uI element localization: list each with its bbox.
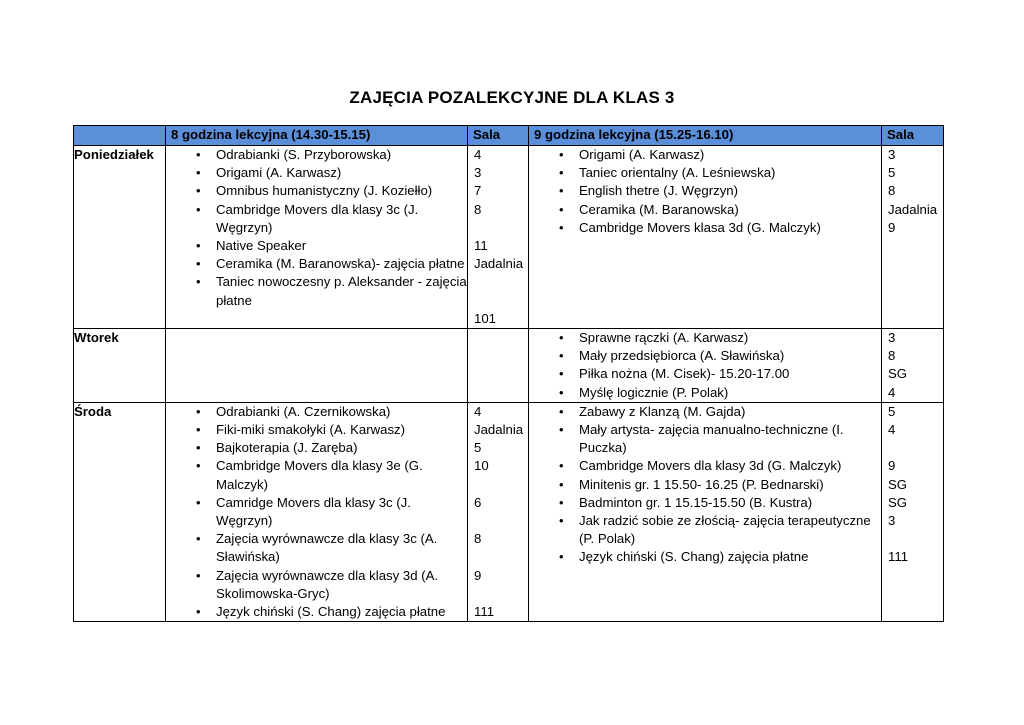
activity-item: • Origami (A. Karwasz) bbox=[166, 164, 467, 182]
room-number: 101 bbox=[474, 310, 497, 326]
room-number: Jadalnia bbox=[888, 201, 938, 217]
room-number: Jadalnia bbox=[474, 256, 524, 272]
slot9-rooms-list bbox=[882, 403, 943, 567]
room-number: 8 bbox=[474, 531, 482, 547]
slot8-activities-cell bbox=[166, 328, 468, 402]
slot9-activities-cell bbox=[529, 146, 882, 329]
room-number: 7 bbox=[474, 183, 482, 199]
activity-item: • Jak radzić sobie ze złością- zajęcia terapeutyczne (P. Polak) bbox=[529, 512, 881, 548]
slot8-activities-list bbox=[166, 146, 467, 310]
header-slot8: 8 godzina lekcyjna (14.30-15.15) bbox=[166, 126, 468, 146]
room-number: 9 bbox=[474, 567, 482, 583]
header-day bbox=[74, 126, 166, 146]
day-name: Wtorek bbox=[74, 328, 166, 402]
activity-item: • Ceramika (M. Baranowska) bbox=[529, 201, 881, 219]
activity-item: • Ceramika (M. Baranowska)- zajęcia płatne bbox=[166, 255, 467, 273]
room-number: 111 bbox=[888, 549, 909, 565]
activity-item: • Camridge Movers dla klasy 3c (J. Węgrzyn) bbox=[166, 494, 467, 530]
slot9-rooms-cell bbox=[882, 402, 944, 621]
slot9-activities-cell bbox=[529, 328, 882, 402]
slot9-rooms-cell bbox=[882, 328, 944, 402]
activity-item: • Omnibus humanistyczny (J. Koziełło) bbox=[166, 182, 467, 200]
slot8-rooms-list bbox=[468, 403, 528, 621]
room-number bbox=[888, 439, 943, 457]
activity-item: • Cambridge Movers klasa 3d (G. Malczyk) bbox=[529, 219, 881, 237]
slot8-rooms-list bbox=[468, 146, 528, 328]
activity-item: • Zajęcia wyrównawcze dla klasy 3c (A. Sławińska) bbox=[166, 530, 467, 566]
activity-item: • Cambridge Movers dla klasy 3e (G. Malczyk) bbox=[166, 457, 467, 493]
activity-item: • Minitenis gr. 1 15.50- 16.25 (P. Bednarski) bbox=[529, 476, 881, 494]
room-number bbox=[474, 476, 528, 494]
slot8-activities-cell bbox=[166, 402, 468, 621]
activity-item: • Piłka nożna (M. Cisek)- 15.20-17.00 bbox=[529, 365, 881, 383]
activity-item: • Mały artysta- zajęcia manualno-techniczne (I. Puczka) bbox=[529, 421, 881, 457]
header-slot9: 9 godzina lekcyjna (15.25-16.10) bbox=[529, 126, 882, 146]
room-number bbox=[474, 548, 528, 566]
day-row bbox=[74, 328, 944, 402]
activity-item: • Origami (A. Karwasz) bbox=[529, 146, 881, 164]
room-number: 4 bbox=[474, 147, 482, 162]
page-title: ZAJĘCIA POZALEKCYJNE DLA KLAS 3 bbox=[349, 88, 675, 107]
activity-item: • Taniec nowoczesny p. Aleksander - zajęcia płatne bbox=[166, 273, 467, 309]
room-number: 9 bbox=[888, 219, 896, 235]
room-number: 3 bbox=[888, 329, 896, 345]
activity-item: • Cambridge Movers dla klasy 3d (G. Malczyk) bbox=[529, 457, 881, 475]
day-name: Środa bbox=[74, 402, 166, 621]
activity-item: • Język chiński (S. Chang) zajęcia płatne bbox=[166, 603, 467, 621]
activity-item: • Myślę logicznie (P. Polak) bbox=[529, 384, 881, 402]
slot9-rooms-list bbox=[882, 146, 943, 237]
slot8-rooms-cell bbox=[468, 402, 529, 621]
schedule-table bbox=[73, 125, 944, 622]
room-number: 5 bbox=[474, 440, 482, 456]
room-number: 6 bbox=[474, 494, 482, 510]
activity-item: • English thetre (J. Węgrzyn) bbox=[529, 182, 881, 200]
room-number: 10 bbox=[474, 458, 489, 474]
room-number: 5 bbox=[888, 403, 896, 419]
activity-item: • Sprawne rączki (A. Karwasz) bbox=[529, 329, 881, 347]
room-number: 3 bbox=[474, 165, 482, 181]
room-number: 11 bbox=[474, 238, 488, 253]
header-room8: Sala bbox=[468, 126, 529, 146]
room-number: Jadalnia bbox=[474, 422, 524, 437]
slot9-activities-list bbox=[529, 403, 881, 567]
slot9-rooms-list bbox=[882, 329, 943, 402]
header-room9: Sala bbox=[882, 126, 944, 146]
slot9-activities-list bbox=[529, 146, 881, 237]
room-number: SG bbox=[888, 494, 908, 510]
room-number: 4 bbox=[888, 384, 896, 400]
activity-item: • Zajęcia wyrównawcze dla klasy 3d (A. Skolimowska-Gryc) bbox=[166, 567, 467, 603]
room-number bbox=[474, 273, 528, 291]
activity-item: • Odrabianki (S. Przyborowska) bbox=[166, 146, 467, 164]
slot8-rooms-cell bbox=[468, 328, 529, 402]
activity-item: • Bajkoterapia (J. Zaręba) bbox=[166, 439, 467, 457]
room-number: 8 bbox=[888, 348, 896, 364]
slot8-rooms-cell bbox=[468, 146, 529, 329]
room-number bbox=[474, 292, 528, 310]
room-number: 5 bbox=[888, 165, 896, 181]
room-number bbox=[888, 530, 943, 548]
room-number: 111 bbox=[474, 603, 495, 619]
room-number: 4 bbox=[474, 403, 482, 419]
activity-item: • Badminton gr. 1 15.15-15.50 (B. Kustra) bbox=[529, 494, 881, 512]
room-number: 3 bbox=[888, 513, 896, 528]
room-number: SG bbox=[888, 366, 908, 382]
activity-item: • Zabawy z Klanzą (M. Gajda) bbox=[529, 403, 881, 421]
room-number: 4 bbox=[888, 422, 896, 437]
slot9-activities-cell bbox=[529, 402, 882, 621]
activity-item: • Native Speaker bbox=[166, 237, 467, 255]
room-number: 9 bbox=[888, 458, 896, 474]
activity-item: • Taniec orientalny (A. Leśniewska) bbox=[529, 164, 881, 182]
room-number: SG bbox=[888, 476, 908, 492]
slot9-activities-list bbox=[529, 329, 881, 402]
room-number: 3 bbox=[888, 147, 896, 162]
day-row bbox=[74, 402, 944, 621]
activity-item: • Fiki-miki smakołyki (A. Karwasz) bbox=[166, 421, 467, 439]
header-row bbox=[74, 126, 944, 146]
activity-item: • Cambridge Movers dla klasy 3c (J. Węgrzyn) bbox=[166, 201, 467, 237]
room-number: 8 bbox=[474, 201, 482, 217]
room-number: 8 bbox=[888, 183, 896, 199]
slot8-activities-list bbox=[166, 403, 467, 621]
day-row bbox=[74, 146, 944, 329]
slot8-activities-cell bbox=[166, 146, 468, 329]
slot9-rooms-cell bbox=[882, 146, 944, 329]
activity-item: • Odrabianki (A. Czernikowska) bbox=[166, 403, 467, 421]
room-number bbox=[474, 512, 528, 530]
room-number bbox=[474, 219, 528, 237]
activity-item: • Język chiński (S. Chang) zajęcia płatne bbox=[529, 548, 881, 566]
room-number bbox=[474, 585, 528, 603]
day-name: Poniedziałek bbox=[74, 146, 166, 329]
activity-item: • Mały przedsiębiorca (A. Sławińska) bbox=[529, 347, 881, 365]
